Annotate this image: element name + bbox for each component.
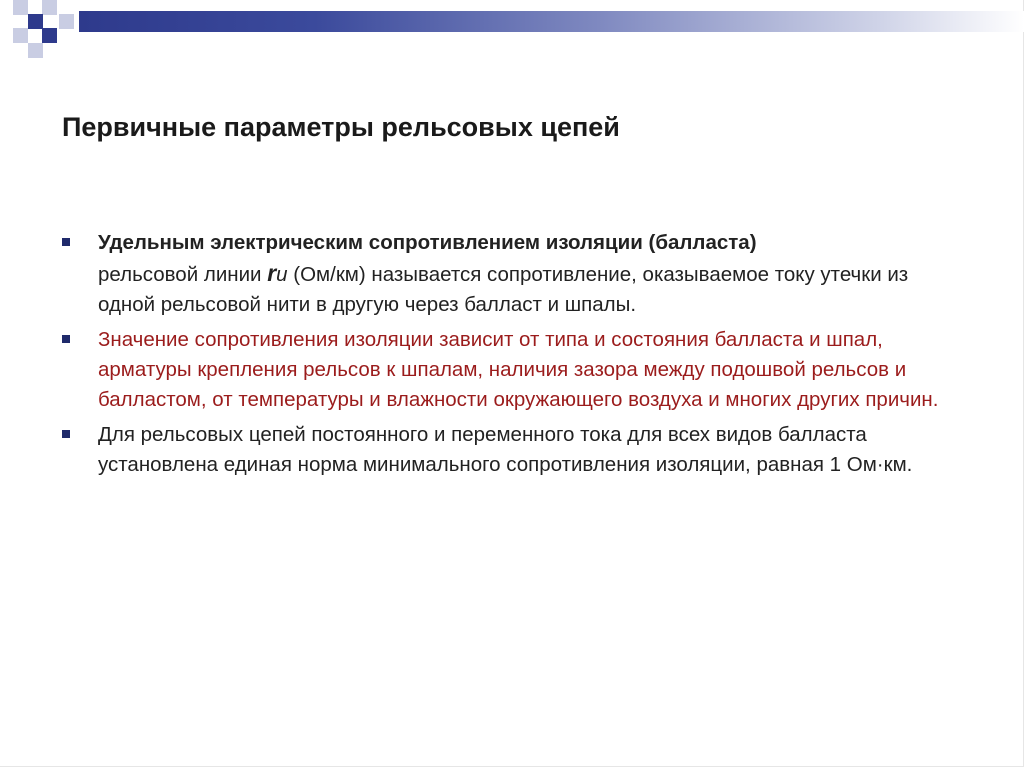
bold-term: Удельным электрическим сопротивлением изоляции (балласта)	[98, 231, 757, 254]
decor-square	[42, 28, 57, 43]
decor-square	[13, 0, 28, 15]
decor-square	[59, 14, 74, 29]
bullet-text: рельсовой линии	[98, 263, 262, 286]
bullet-item	[62, 325, 962, 415]
bullet-item	[62, 420, 962, 480]
bullet-text: Значение сопротивления изоляции зависит от типа и состояния балласта и шпал, арматуры крепления рельсов к шпалам, наличия зазора между подошвой рельсов и балластом, от температуры и влажности окружающего воздуха и многих других причин.	[98, 328, 939, 411]
slide-title: Первичные параметры рельсовых цепей	[62, 112, 620, 142]
decor-square	[13, 28, 28, 43]
bullet-square-icon	[62, 335, 70, 343]
resistance-symbol: r	[267, 260, 277, 286]
bullet-square-icon	[62, 238, 70, 246]
bullet-text: Для рельсовых цепей постоянного и переменного тока для всех видов балласта установлена единая норма минимального сопротивления изоляции, равная 1 Ом·км.	[98, 423, 913, 476]
decor-square	[28, 14, 43, 29]
decor-square	[42, 0, 57, 15]
resistance-subscript: и	[276, 263, 288, 286]
bullet-text: (Ом/км) называется сопротивление, оказываемое току утечки из одной рельсовой нити в другую через балласт и шпалы.	[98, 263, 909, 316]
bullet-list	[62, 228, 962, 485]
bullet-square-icon	[62, 430, 70, 438]
decor-square	[28, 43, 43, 58]
bullet-item	[62, 228, 962, 320]
header-gradient-bar	[79, 11, 1024, 32]
